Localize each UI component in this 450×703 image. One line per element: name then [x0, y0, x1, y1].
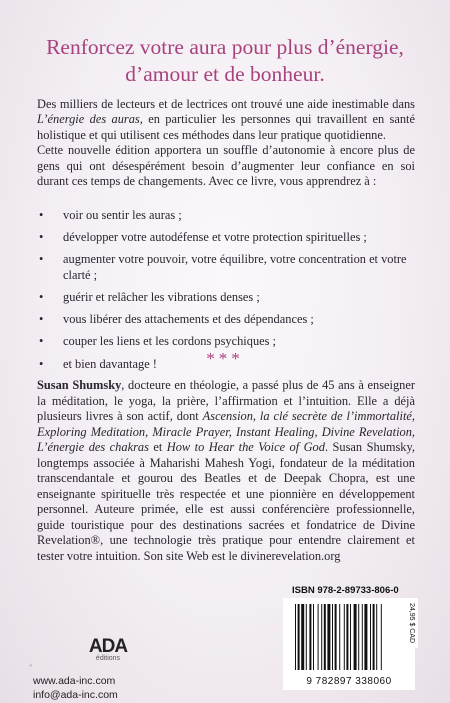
list-item: • voir ou sentir les auras ; [39, 208, 182, 222]
publisher-logo-mark: ADA [88, 636, 128, 657]
intro-p1-start: Des milliers de lecteurs et de lectrices ont trouvé une aide inestimable dans [37, 97, 415, 111]
list-item: • guérir et relâcher les vibrations denses ; [39, 290, 260, 305]
isbn: ISBN 978-2-89733-806-0 [292, 585, 399, 596]
list-item: • augmenter votre pouvoir, votre équilibre, votre concentration et votre clarté ; [39, 252, 407, 282]
list-item: • couper les liens et les cordons psychiques ; [39, 334, 277, 349]
author-name: Susan Shumsky [37, 378, 122, 392]
intro-book-title: L’énergie des auras [37, 112, 140, 127]
cover-headline [20, 34, 430, 88]
publisher-contact [33, 674, 118, 702]
bullet-icon: • [39, 290, 44, 305]
bio-text-1: , docteure en théologie, a passé plus de 45 ans à enseigner la méditation, le yoga, la prière, l’affirmation et l’intuition. Elle a déjà plusieurs livres à son actif, dont [37, 378, 415, 423]
bullet-icon: • [39, 208, 44, 222]
intro-p1-end: , en particulier les personnes qui travaillent en santé holistique et qui utilisent ces méthodes dans leur pratique quotidienne. [37, 112, 415, 142]
print-mark: ‹‹ [29, 663, 33, 669]
bullet-icon: • [39, 334, 44, 349]
bullet-icon: • [39, 356, 44, 371]
intro-p2: Cette nouvelle édition apportera un souffle d’autonomie à encore plus de gens qui ont désespérément besoin d’augmenter leur confiance en soi durant ces temps de changements. Avec ce livre, vous apprendrez à : [37, 143, 415, 189]
email-link[interactable]: info@ada-inc.com [33, 689, 118, 701]
list-item: • développer votre autodéfense et votre protection spirituelles ; [39, 230, 367, 245]
section-divider-stars: *** [206, 349, 244, 368]
bio-book-title-last: How to Hear the Voice of God [166, 440, 325, 454]
website-link[interactable]: www.ada-inc.com [33, 675, 116, 687]
bullet-icon: • [39, 312, 44, 327]
bio-text-3: . Susan Shumsky, longtemps associée à Maharishi Mahesh Yogi, fondateur de la méditation transcendantale et gourou des Beatles et de Deepak Chopra, est une enseignante spirituelle très respectée et une pionnière en développement personnel. Auteure primée, elle est aussi conférencière professionnelle, guide touristique pour des destinations sacrées et fondatrice de Divine Revelation®, une technologie très pratique pour entendre clairement et tester votre intuition. Son site Web est le divinerevelation.org [37, 440, 415, 563]
bullet-icon: • [39, 230, 44, 245]
barcode-digits: 9 782897 338060 [306, 676, 392, 687]
headline-line-2: d’amour et de bonheur. [125, 62, 325, 86]
bio-book-titles: Ascension, la clé secrète de l’immortalité, Exploring Meditation, Miracle Prayer, Instant Healing, Divine Revelation, L’énergie des chakras [37, 409, 415, 454]
author-bio [37, 378, 415, 564]
price-label: 24,95 $ CAD [404, 598, 418, 648]
publisher-logo [78, 636, 138, 662]
list-item: • et bien davantage ! [39, 356, 157, 371]
bio-text-2: et [148, 440, 167, 454]
barcode-icon [293, 604, 405, 670]
intro-text [37, 97, 415, 189]
barcode [283, 598, 415, 690]
list-item: • vous libérer des attachements et des dépendances ; [39, 312, 314, 327]
bullet-icon: • [39, 252, 44, 267]
headline-line-1: Renforcez votre aura pour plus d’énergie, [46, 35, 404, 59]
publisher-logo-sub: éditions [95, 655, 121, 662]
